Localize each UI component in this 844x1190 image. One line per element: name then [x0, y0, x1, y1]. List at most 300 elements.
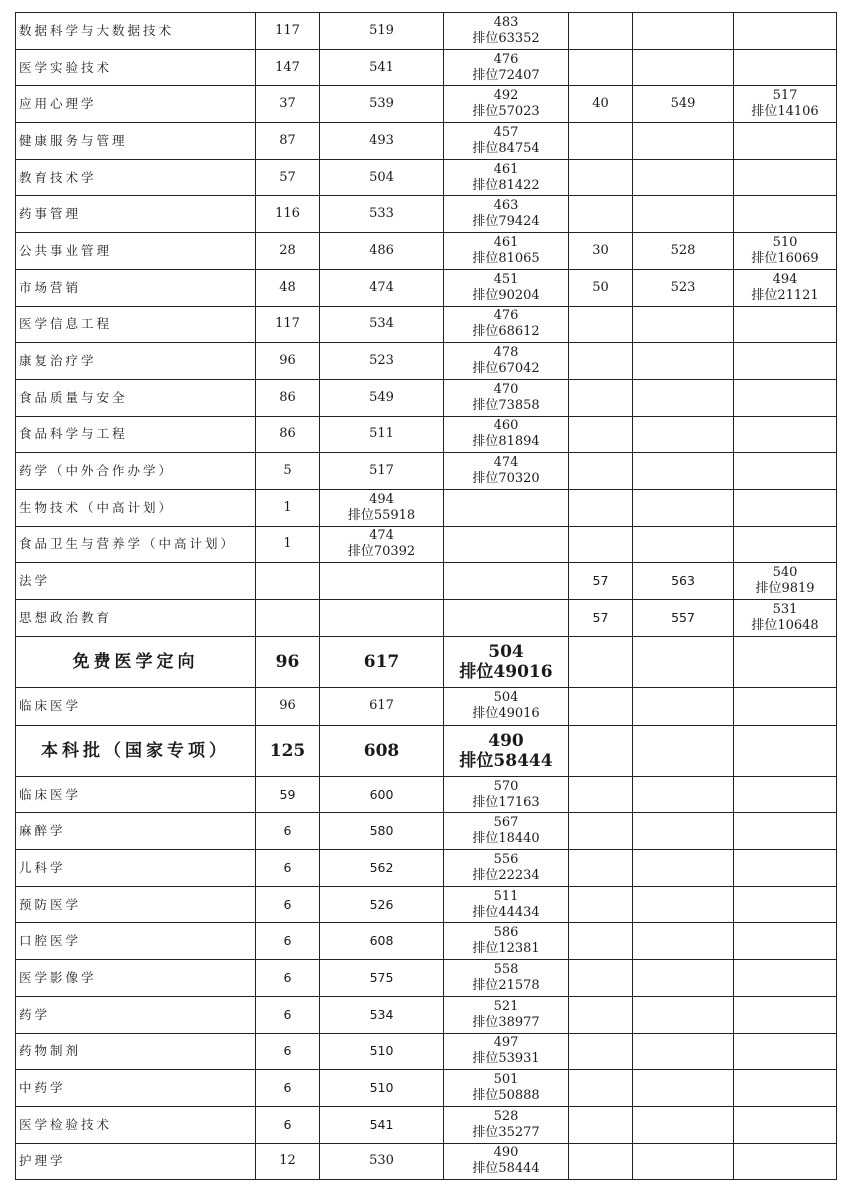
min-score-rank-2	[734, 563, 837, 600]
min-score-rank	[444, 306, 569, 343]
major-name: 教育技术学	[16, 159, 256, 196]
rank: 排位58444	[459, 750, 553, 771]
major-name: 临床医学	[16, 776, 256, 813]
min-score-rank-2	[734, 49, 837, 86]
empty-cell	[734, 813, 837, 850]
min-score-rank	[444, 159, 569, 196]
min-score-rank	[444, 886, 569, 923]
major-name: 中药学	[16, 1070, 256, 1107]
min-score-rank	[444, 1106, 569, 1143]
rank-2: 排位10648	[751, 617, 819, 633]
max-score: 580	[320, 813, 444, 850]
table-row	[16, 850, 837, 887]
min-score-rank	[444, 196, 569, 233]
plan-count-2	[569, 306, 633, 343]
max-score-2	[633, 159, 734, 196]
table-row	[16, 526, 837, 563]
plan-count: 96	[256, 343, 320, 380]
section-min-score-rank	[444, 636, 569, 687]
rank: 排位68612	[472, 324, 540, 340]
max-score: 526	[320, 886, 444, 923]
rank: 排位67042	[472, 361, 540, 377]
table-row	[16, 923, 837, 960]
max-score: 493	[320, 123, 444, 160]
major-name: 医学实验技术	[16, 49, 256, 86]
section-max-score: 617	[320, 636, 444, 687]
min-score: 490	[488, 730, 524, 751]
rank: 排位73858	[472, 397, 540, 413]
major-name: 法学	[16, 563, 256, 600]
min-score: 556	[493, 851, 519, 867]
min-score-rank	[444, 233, 569, 270]
table-row	[16, 86, 837, 123]
empty-cell	[633, 489, 734, 526]
max-score: 474	[320, 269, 444, 306]
empty-cell	[633, 687, 734, 725]
empty-cell	[569, 1106, 633, 1143]
min-score: 474	[493, 455, 519, 471]
empty-cell	[569, 776, 633, 813]
empty-cell	[734, 725, 837, 776]
min-score-rank	[444, 600, 569, 637]
empty-cell	[569, 996, 633, 1033]
plan-count: 37	[256, 86, 320, 123]
rank: 排位70392	[347, 544, 416, 560]
rank: 排位84754	[472, 140, 540, 156]
rank: 排位21578	[472, 977, 540, 993]
section-plan-count: 96	[256, 636, 320, 687]
table-row	[16, 123, 837, 160]
plan-count-2	[569, 159, 633, 196]
empty-cell	[569, 1033, 633, 1070]
rank: 排位35277	[472, 1124, 540, 1140]
major-name: 食品卫生与营养学（中高计划）	[16, 526, 256, 563]
table-row	[16, 453, 837, 490]
min-score: 567	[493, 815, 519, 831]
rank-2: 排位21121	[751, 287, 819, 303]
major-name: 食品质量与安全	[16, 379, 256, 416]
empty-cell	[633, 886, 734, 923]
plan-count: 116	[256, 196, 320, 233]
plan-count: 6	[256, 850, 320, 887]
min-score-rank-2	[734, 600, 837, 637]
max-score: 575	[320, 960, 444, 997]
rank: 排位58444	[472, 1161, 540, 1177]
min-score: 483	[493, 14, 519, 30]
empty-cell	[569, 489, 633, 526]
plan-count: 59	[256, 776, 320, 813]
plan-count: 28	[256, 233, 320, 270]
table-row	[16, 1033, 837, 1070]
empty-cell	[633, 850, 734, 887]
empty-cell	[734, 1143, 837, 1180]
table-row	[16, 269, 837, 306]
plan-count: 86	[256, 416, 320, 453]
section-plan-count: 125	[256, 725, 320, 776]
plan-count: 6	[256, 996, 320, 1033]
max-score-2	[633, 13, 734, 50]
table-row	[16, 306, 837, 343]
plan-count: 147	[256, 49, 320, 86]
max-score: 519	[320, 13, 444, 50]
empty-cell	[444, 489, 569, 526]
major-name: 市场营销	[16, 269, 256, 306]
plan-count: 57	[256, 159, 320, 196]
min-score-2: 531	[772, 601, 798, 617]
plan-count: 6	[256, 886, 320, 923]
rank: 排位17163	[472, 794, 540, 810]
plan-count-2: 57	[569, 563, 633, 600]
major-name: 康复治疗学	[16, 343, 256, 380]
empty-cell	[734, 489, 837, 526]
rank-2: 排位14106	[751, 104, 819, 120]
rank: 排位79424	[472, 214, 540, 230]
major-name: 护理学	[16, 1143, 256, 1180]
min-score-rank-2	[734, 233, 837, 270]
empty-cell	[633, 526, 734, 563]
empty-cell	[633, 996, 734, 1033]
max-score: 541	[320, 49, 444, 86]
table-row	[16, 996, 837, 1033]
min-score: 504	[488, 641, 524, 662]
min-score-rank	[444, 1070, 569, 1107]
max-score: 533	[320, 196, 444, 233]
max-score	[320, 600, 444, 637]
empty-cell	[633, 960, 734, 997]
max-score: 541	[320, 1106, 444, 1143]
max-score-2: 563	[633, 563, 734, 600]
plan-count: 117	[256, 13, 320, 50]
section-title: 本科批（国家专项）	[16, 725, 256, 776]
table-row	[16, 13, 837, 50]
table-row	[16, 343, 837, 380]
plan-count-2	[569, 196, 633, 233]
min-score-rank	[444, 1143, 569, 1180]
max-score: 517	[320, 453, 444, 490]
plan-count: 96	[256, 687, 320, 725]
min-score-rank	[444, 123, 569, 160]
min-score: 478	[493, 345, 519, 361]
max-score: 504	[320, 159, 444, 196]
min-score: 497	[493, 1035, 519, 1051]
max-score-2	[633, 379, 734, 416]
min-score-rank	[444, 687, 569, 725]
major-name: 临床医学	[16, 687, 256, 725]
empty-cell	[569, 636, 633, 687]
table-row	[16, 813, 837, 850]
min-score: 492	[493, 88, 519, 104]
plan-count: 5	[256, 453, 320, 490]
max-score: 600	[320, 776, 444, 813]
rank: 排位63352	[472, 30, 540, 46]
plan-count: 6	[256, 960, 320, 997]
max-score: 534	[320, 996, 444, 1033]
min-score-2: 540	[772, 565, 798, 581]
min-score-rank-2	[734, 379, 837, 416]
plan-count: 6	[256, 1033, 320, 1070]
min-score-rank	[444, 776, 569, 813]
empty-cell	[633, 1143, 734, 1180]
plan-count: 6	[256, 1070, 320, 1107]
table-row	[16, 1106, 837, 1143]
major-name: 医学影像学	[16, 960, 256, 997]
max-score: 511	[320, 416, 444, 453]
major-name: 思想政治教育	[16, 600, 256, 637]
major-name: 儿科学	[16, 850, 256, 887]
min-score-rank-2	[734, 123, 837, 160]
rank: 排位70320	[472, 471, 540, 487]
major-name: 口腔医学	[16, 923, 256, 960]
min-score: 476	[493, 308, 519, 324]
rank: 排位81894	[472, 434, 540, 450]
plan-count-2	[569, 123, 633, 160]
rank: 排位90204	[472, 287, 540, 303]
table-row	[16, 379, 837, 416]
plan-count-2: 40	[569, 86, 633, 123]
rank: 排位53931	[472, 1051, 540, 1067]
min-score-rank-2	[734, 13, 837, 50]
max-score-2	[633, 49, 734, 86]
major-name: 麻醉学	[16, 813, 256, 850]
plan-count-2	[569, 453, 633, 490]
min-score: 476	[493, 51, 519, 67]
empty-cell	[569, 687, 633, 725]
rank: 排位55918	[347, 507, 416, 523]
empty-cell	[569, 850, 633, 887]
min-score: 558	[493, 961, 519, 977]
major-name: 食品科学与工程	[16, 416, 256, 453]
empty-cell	[734, 1106, 837, 1143]
plan-count-2: 57	[569, 600, 633, 637]
min-score-rank	[444, 996, 569, 1033]
max-score-2: 523	[633, 269, 734, 306]
plan-count-2	[569, 379, 633, 416]
empty-cell	[569, 526, 633, 563]
section-min-score-rank	[444, 725, 569, 776]
major-name: 药物制剂	[16, 1033, 256, 1070]
min-score-rank	[320, 526, 444, 563]
major-name: 生物技术（中高计划）	[16, 489, 256, 526]
min-score: 586	[493, 925, 519, 941]
major-name: 数据科学与大数据技术	[16, 13, 256, 50]
empty-cell	[444, 526, 569, 563]
min-score: 460	[493, 418, 519, 434]
empty-cell	[633, 923, 734, 960]
min-score-rank	[444, 13, 569, 50]
plan-count-2	[569, 13, 633, 50]
max-score: 539	[320, 86, 444, 123]
min-score: 470	[493, 381, 519, 397]
max-score: 617	[320, 687, 444, 725]
major-name: 健康服务与管理	[16, 123, 256, 160]
empty-cell	[633, 1033, 734, 1070]
min-score: 461	[493, 161, 519, 177]
empty-cell	[633, 776, 734, 813]
rank: 排位72407	[472, 67, 540, 83]
min-score-2: 517	[772, 88, 798, 104]
section-header-row	[16, 725, 837, 776]
max-score-2	[633, 343, 734, 380]
plan-count: 6	[256, 813, 320, 850]
min-score: 528	[493, 1108, 519, 1124]
min-score: 490	[493, 1145, 519, 1161]
rank: 排位44434	[472, 904, 540, 920]
rank-2: 排位9819	[755, 581, 815, 597]
max-score-2	[633, 306, 734, 343]
max-score-2	[633, 196, 734, 233]
max-score: 486	[320, 233, 444, 270]
empty-cell	[569, 725, 633, 776]
min-score-2: 510	[772, 234, 798, 250]
rank: 排位81422	[472, 177, 540, 193]
major-name: 医学信息工程	[16, 306, 256, 343]
min-score: 570	[493, 778, 519, 794]
table-row	[16, 1143, 837, 1180]
rank: 排位18440	[472, 831, 540, 847]
rank: 排位49016	[459, 661, 553, 682]
min-score-rank-2	[734, 159, 837, 196]
min-score: 501	[493, 1072, 519, 1088]
table-row	[16, 600, 837, 637]
empty-cell	[569, 1143, 633, 1180]
table-row	[16, 1070, 837, 1107]
major-name: 药事管理	[16, 196, 256, 233]
empty-cell	[734, 636, 837, 687]
min-score-rank	[444, 269, 569, 306]
empty-cell	[633, 813, 734, 850]
empty-cell	[734, 776, 837, 813]
min-score-rank	[444, 86, 569, 123]
min-score-rank	[444, 850, 569, 887]
min-score-rank-2	[734, 343, 837, 380]
major-name: 药学	[16, 996, 256, 1033]
empty-cell	[569, 923, 633, 960]
min-score-rank	[444, 1033, 569, 1070]
table-row	[16, 159, 837, 196]
plan-count: 6	[256, 923, 320, 960]
plan-count-2: 50	[569, 269, 633, 306]
empty-cell	[734, 996, 837, 1033]
rank: 排位12381	[472, 941, 540, 957]
plan-count	[256, 600, 320, 637]
plan-count: 12	[256, 1143, 320, 1180]
plan-count-2	[569, 49, 633, 86]
empty-cell	[734, 923, 837, 960]
min-score-rank	[444, 960, 569, 997]
max-score: 510	[320, 1033, 444, 1070]
empty-cell	[734, 1070, 837, 1107]
table-row	[16, 233, 837, 270]
plan-count: 86	[256, 379, 320, 416]
min-score: 461	[493, 234, 519, 250]
major-name: 医学检验技术	[16, 1106, 256, 1143]
admission-score-table	[15, 12, 837, 1180]
min-score-rank	[444, 923, 569, 960]
min-score-rank-2	[734, 269, 837, 306]
empty-cell	[734, 960, 837, 997]
min-score-rank	[320, 489, 444, 526]
section-max-score: 608	[320, 725, 444, 776]
min-score-rank-2	[734, 86, 837, 123]
min-score: 457	[493, 124, 519, 140]
max-score: 534	[320, 306, 444, 343]
max-score-2	[633, 416, 734, 453]
empty-cell	[734, 526, 837, 563]
table-row	[16, 886, 837, 923]
plan-count	[256, 563, 320, 600]
major-name: 应用心理学	[16, 86, 256, 123]
min-score: 451	[493, 271, 519, 287]
min-score-rank-2	[734, 196, 837, 233]
min-score: 504	[493, 690, 519, 706]
empty-cell	[569, 1070, 633, 1107]
empty-cell	[734, 886, 837, 923]
plan-count: 48	[256, 269, 320, 306]
min-score: 474	[369, 528, 394, 544]
plan-count: 6	[256, 1106, 320, 1143]
table-row	[16, 489, 837, 526]
rank: 排位22234	[472, 867, 540, 883]
empty-cell	[569, 813, 633, 850]
max-score: 530	[320, 1143, 444, 1180]
min-score-rank-2	[734, 306, 837, 343]
rank: 排位38977	[472, 1014, 540, 1030]
min-score-rank	[444, 343, 569, 380]
max-score-2: 549	[633, 86, 734, 123]
max-score-2	[633, 123, 734, 160]
min-score: 521	[493, 998, 519, 1014]
min-score-rank-2	[734, 416, 837, 453]
min-score-rank-2	[734, 453, 837, 490]
major-name: 药学（中外合作办学）	[16, 453, 256, 490]
plan-count: 117	[256, 306, 320, 343]
min-score: 511	[493, 888, 519, 904]
min-score-rank	[444, 379, 569, 416]
rank: 排位49016	[472, 706, 540, 722]
section-title: 免费医学定向	[16, 636, 256, 687]
empty-cell	[734, 1033, 837, 1070]
major-name: 公共事业管理	[16, 233, 256, 270]
max-score	[320, 563, 444, 600]
table-row	[16, 49, 837, 86]
plan-count: 1	[256, 526, 320, 563]
plan-count-2	[569, 416, 633, 453]
max-score: 549	[320, 379, 444, 416]
empty-cell	[569, 960, 633, 997]
min-score: 463	[493, 198, 519, 214]
empty-cell	[569, 886, 633, 923]
empty-cell	[734, 687, 837, 725]
max-score-2	[633, 453, 734, 490]
plan-count: 87	[256, 123, 320, 160]
max-score: 562	[320, 850, 444, 887]
max-score-2: 528	[633, 233, 734, 270]
rank: 排位57023	[472, 104, 540, 120]
max-score: 523	[320, 343, 444, 380]
rank: 排位50888	[472, 1088, 540, 1104]
rank: 排位81065	[472, 250, 540, 266]
max-score: 510	[320, 1070, 444, 1107]
min-score-rank	[444, 416, 569, 453]
rank-2: 排位16069	[751, 250, 819, 266]
plan-count-2: 30	[569, 233, 633, 270]
min-score-rank	[444, 453, 569, 490]
min-score-rank	[444, 813, 569, 850]
min-score-rank	[444, 563, 569, 600]
table-row	[16, 687, 837, 725]
plan-count-2	[569, 343, 633, 380]
empty-cell	[734, 850, 837, 887]
